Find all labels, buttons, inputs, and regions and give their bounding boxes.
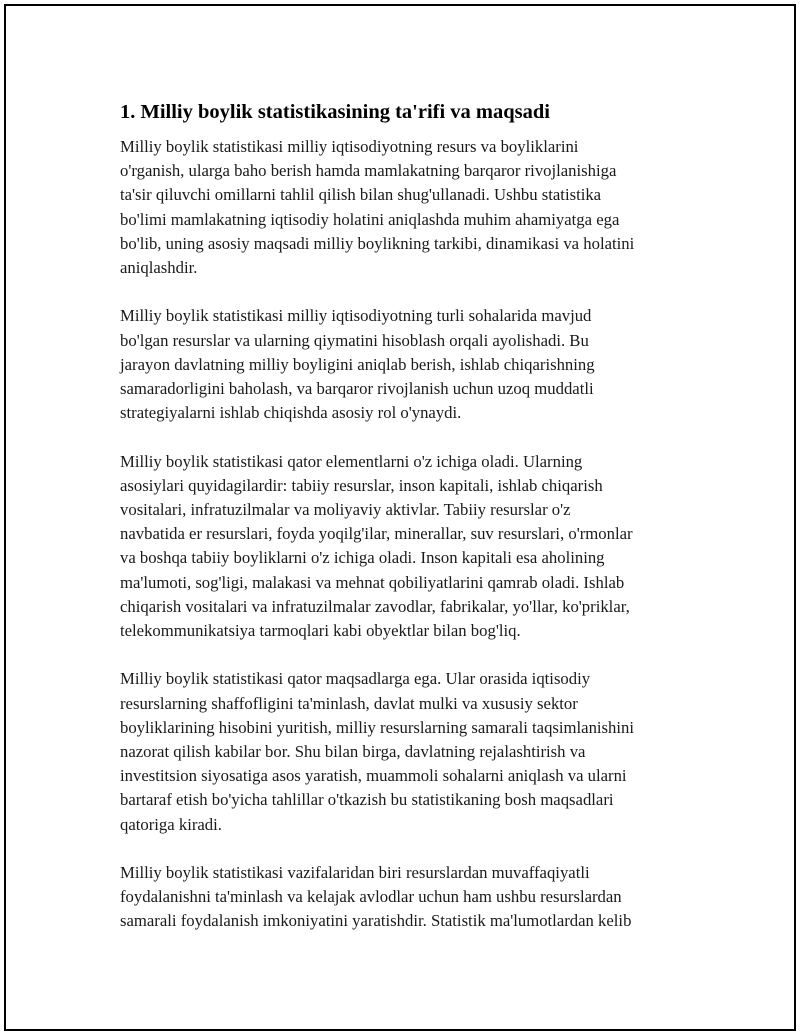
text-line: Milliy boylik statistikasi milliy iqtisodiyotning resurs va boyliklarini <box>120 137 579 156</box>
paragraph-list <box>120 135 710 934</box>
text-line: o'rganish, ularga baho berish hamda mamlakatning barqaror rivojlanishiga <box>120 161 617 181</box>
document-body <box>120 98 710 958</box>
paragraph <box>120 861 710 934</box>
text-line: bo'lgan resurslar va ularning qiymatini hisoblash orqali ayolishadi. Bu <box>120 330 589 350</box>
paragraph <box>120 135 710 280</box>
text-line: boyliklarining hisobini yuritish, milliy resurslarning samarali taqsimlanishini <box>120 717 635 737</box>
text-line: Milliy boylik statistikasi qator elementlarni o'z ichiga oladi. Ularning <box>120 451 583 471</box>
text-line: foydalanishni ta'minlash va kelajak avlodlar uchun ham ushbu resurslardan <box>120 887 622 907</box>
paragraph <box>120 450 710 644</box>
text-line: navbatida er resurslari, foyda yoqilg'ilar, minerallar, suv resurslari, o'rmonlar <box>120 524 633 544</box>
text-line: ta'sir qiluvchi omillarni tahlil qilish bilan shug'ullanadi. Ushbu statistika <box>120 185 602 205</box>
text-line: Milliy boylik statistikasi vazifalaridan biri resurslardan muvaffaqiyatli <box>120 863 590 883</box>
paragraph <box>120 304 710 425</box>
text-line: Milliy boylik statistikasi milliy iqtisodiyotning turli sohalarida mavjud <box>120 306 592 326</box>
text-line: resurslarning shaffofligini ta'minlash, davlat mulki va xususiy sektor <box>120 693 578 713</box>
text-line: strategiyalarni ishlab chiqishda asosiy rol o'ynaydi. <box>120 403 462 423</box>
text-line: ma'lumoti, sog'ligi, malakasi va mehnat qobiliyatlarini qamrab oladi. Ishlab <box>120 572 625 592</box>
text-line: bartaraf etish bo'yicha tahlillar o'tkazish bu statistikaning bosh maqsadlari <box>120 790 614 810</box>
section-heading: 1. Milliy boylik statistikasining ta'rifi va maqsadi <box>120 101 550 123</box>
text-line: investitsion siyosatiga asos yaratish, muammoli sohalarni aniqlash va ularni <box>120 766 627 786</box>
text-line: qatoriga kiradi. <box>120 814 222 834</box>
text-line: telekommunikatsiya tarmoqlari kabi obyektlar bilan bog'liq. <box>120 621 521 641</box>
text-line: bo'limi mamlakatning iqtisodiy holatini aniqlashda muhim ahamiyatga ega <box>120 209 620 229</box>
text-line: chiqarish vositalari va infratuzilmalar zavodlar, fabrikalar, yo'llar, ko'priklar, <box>120 596 630 616</box>
page-border <box>4 4 796 1031</box>
text-line: asosiylari quyidagilardir: tabiiy resurslar, inson kapitali, ishlab chiqarish <box>120 475 603 495</box>
text-line: vositalari, infratuzilmalar va moliyaviy aktivlar. Tabiiy resurslar o'z <box>120 500 571 520</box>
paragraph <box>120 667 710 836</box>
text-line: aniqlashdir. <box>120 258 198 278</box>
text-line: samaradorligini baholash, va barqaror rivojlanish uchun uzoq muddatli <box>120 379 594 399</box>
text-line: Milliy boylik statistikasi qator maqsadlarga ega. Ular orasida iqtisodiy <box>120 669 591 689</box>
text-line: jarayon davlatning milliy boyligini aniqlab berish, ishlab chiqarishning <box>120 354 595 374</box>
text-line: va boshqa tabiiy boyliklarni o'z ichiga oladi. Inson kapitali esa aholining <box>120 548 605 568</box>
text-line: nazorat qilish kabilar bor. Shu bilan birga, davlatning rejalashtirish va <box>120 742 586 762</box>
text-line: samarali foydalanish imkoniyatini yaratishdir. Statistik ma'lumotlardan kelib <box>120 911 632 931</box>
text-line: bo'lib, uning asosiy maqsadi milliy boylikning tarkibi, dinamikasi va holatini <box>120 233 635 253</box>
